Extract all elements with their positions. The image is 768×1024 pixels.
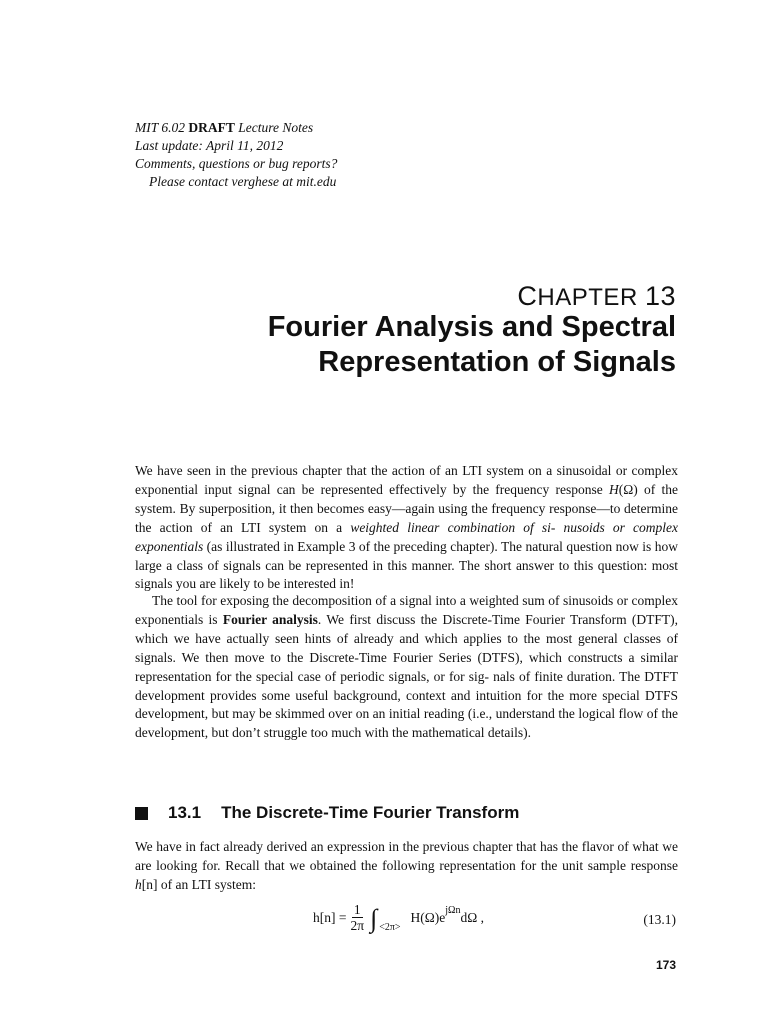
equation-lhs: h[n] = bbox=[313, 909, 347, 925]
header-line-3: Comments, questions or bug reports? bbox=[135, 156, 338, 171]
equation-number: (13.1) bbox=[643, 912, 676, 927]
section-paragraph: We have in fact already derived an expression in the previous chapter that has the flavor of what we are looking for. Recall that we obtained the following representation for the unit sample response h[n] of an LTI system: bbox=[135, 839, 678, 892]
chapter-title bbox=[268, 310, 676, 380]
header-line-4: Please contact verghese at mit.edu bbox=[149, 174, 337, 189]
page-number: 173 bbox=[655, 958, 676, 972]
chapter-label: CHAPTER 13 bbox=[517, 281, 676, 311]
equation-fraction: $\frac{1}{2\pi}$ bbox=[350, 902, 365, 933]
section-heading bbox=[135, 803, 519, 823]
chapter-title-line-2: Representation of Signals bbox=[318, 346, 676, 378]
section-title: The Discrete-Time Fourier Transform bbox=[221, 803, 520, 822]
section-square-icon bbox=[135, 807, 148, 820]
header-line-1: MIT 6.02 DRAFT Lecture Notes bbox=[135, 120, 314, 135]
notes-header bbox=[135, 119, 337, 191]
header-line-2: Last update: April 11, 2012 bbox=[135, 138, 284, 153]
equation-tail: dΩ , bbox=[460, 909, 485, 925]
equation-exponent: jΩn bbox=[445, 905, 461, 916]
section-number: 13.1 bbox=[168, 803, 202, 822]
intro-paragraph: We have seen in the previous chapter that the action of an LTI system on a sinusoidal or complex exponential input signal can be represented effectively by the frequency response H(Ω) of the system. By superposition, it then becomes easy—again using the frequency response—to determine the action of an LTI system on a weighted linear combination of si- nusoids or complex exponentials (as illustrated in Example 3 of the preceding chapter). The natural question now is how large a class of signals can be represented in this manner. The short answer to this question: most signals you are likely to be interested in! bbox=[135, 463, 678, 592]
equation-13-1 bbox=[313, 902, 484, 933]
integral-subscript: <2π> bbox=[379, 922, 401, 933]
fourier-paragraph: The tool for exposing the decomposition of a signal into a weighted sum of sinusoids or complex exponentials is Fourier analysis. We first discuss the Discrete-Time Fourier Transform (DTFT), which we have actually seen hints of already and which applies to the most general classes of signals. We then move to the Discrete-Time Fourier Series (DTFS), which constructs a similar representation for the special case of periodic signals, or for sig- nals of finite duration. The DTFT development provides some useful background, context and intuition for the more special DTFS development, but may be skimmed over on an initial reading (i.e., understand the logical flow of the development, but don’t struggle too much with the mathematical details). bbox=[135, 593, 678, 741]
chapter-title-line-1: Fourier Analysis and Spectral bbox=[267, 311, 676, 343]
equation-body: H(Ω)e bbox=[410, 909, 446, 925]
integral-sign: ∫ bbox=[370, 903, 378, 933]
